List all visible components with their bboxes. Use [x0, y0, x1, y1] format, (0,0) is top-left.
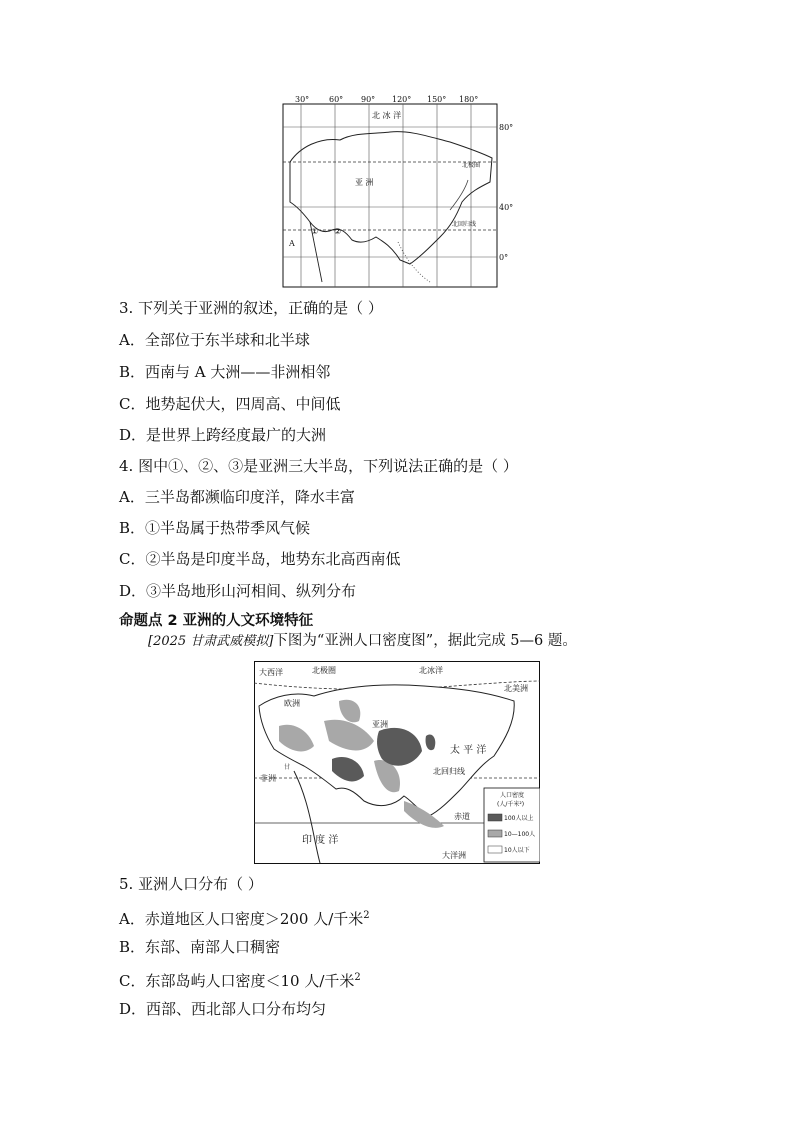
legend-unit: (人/千米²): [497, 801, 525, 808]
gan-label: 甘: [284, 764, 291, 771]
q3-option-a[interactable]: A．全部位于东半球和北半球: [119, 331, 310, 349]
population-density-map: [254, 661, 540, 864]
section-heading: 命题点 2 亚洲的人文环境特征: [119, 613, 314, 629]
population-map-svg: [254, 661, 540, 864]
asia-label: 亚洲: [372, 720, 388, 729]
q3-option-d[interactable]: D．是世界上跨经度最广的大洲: [119, 426, 327, 444]
section-intro: [148, 631, 577, 652]
q3-option-b[interactable]: B．西南与 A 大洲——非洲相邻: [119, 363, 331, 381]
q5-option-c[interactable]: [119, 968, 361, 991]
q5-option-d-text: D．西部、西北部人口分布均匀: [119, 1000, 327, 1018]
q5-option-b-text: B．东部、南部人口稠密: [119, 938, 281, 956]
source-tag: [2025 甘肃武威模拟]: [148, 634, 274, 649]
q4-option-a[interactable]: A．三半岛都濒临印度洋，降水丰富: [119, 488, 355, 506]
map-frame: [283, 104, 497, 287]
lon-label: 30°: [295, 95, 310, 104]
north-america-label: 北美洲: [504, 684, 528, 693]
q5-option-d[interactable]: [119, 999, 326, 1019]
lat-label: 40°: [499, 203, 514, 212]
ocean-label: 北 冰 洋: [372, 111, 402, 120]
legend-item-medium: 10—100人: [504, 831, 536, 838]
lon-label: 60°: [329, 95, 344, 104]
legend: [484, 788, 540, 862]
marker-1: ①: [311, 227, 319, 236]
africa-label: 非洲: [260, 774, 276, 783]
point-a-label: A: [289, 239, 295, 248]
legend-swatch-medium: [488, 830, 502, 837]
continent-label: 亚 洲: [355, 178, 374, 187]
arctic-circle-label: 北极圈: [462, 162, 481, 169]
legend-swatch-high: [488, 814, 502, 821]
arctic-ocean-label: 北冰洋: [419, 666, 443, 675]
legend-swatch-low: [488, 846, 502, 853]
legend-item-low: 10人以下: [504, 847, 530, 854]
superscript: 2: [363, 910, 370, 921]
lat-label: 80°: [499, 123, 514, 132]
q4-option-b[interactable]: B．①半岛属于热带季风气候: [119, 519, 311, 537]
lon-label: 180°: [459, 95, 479, 104]
lon-label: 120°: [392, 95, 412, 104]
question-5-stem: 5. 亚洲人口分布（ ）: [119, 875, 263, 893]
superscript: 2: [354, 972, 361, 983]
marker-2: ②: [334, 227, 342, 236]
lon-label: 150°: [427, 95, 447, 104]
q5-option-b[interactable]: [119, 937, 280, 957]
asia-map-svg: [280, 92, 520, 292]
equator-label: 赤道: [454, 812, 470, 821]
lat-label: 0°: [499, 253, 509, 262]
q5-option-a[interactable]: [119, 906, 370, 929]
q5-option-c-text: C．东部岛屿人口密度＜10 人/千米: [119, 972, 355, 990]
asia-map-figure: [280, 92, 520, 292]
arctic-circle-label: 北极圈: [312, 666, 336, 675]
pacific-label: 太 平 洋: [450, 745, 487, 756]
tropic-label: 北回归线: [452, 221, 477, 228]
q4-option-d[interactable]: D．③半岛地形山河相间、纵列分布: [119, 582, 357, 600]
legend-title: 人口密度: [500, 792, 525, 799]
atlantic-label: 大西洋: [259, 668, 283, 677]
q3-option-c[interactable]: C．地势起伏大，四周高、中间低: [119, 395, 341, 413]
intro-text: 下图为“亚洲人口密度图”，据此完成 5—6 题。: [273, 633, 577, 649]
legend-item-high: 100人以上: [504, 815, 534, 822]
europe-label: 欧洲: [284, 699, 300, 708]
indian-ocean-label: 印 度 洋: [302, 835, 339, 846]
lon-label: 90°: [361, 95, 376, 104]
q5-option-a-text: A．赤道地区人口密度＞200 人/千米: [119, 910, 364, 928]
question-4-stem: 4. 图中①、②、③是亚洲三大半岛，下列说法正确的是（ ）: [119, 457, 518, 475]
question-3-stem: 3. 下列关于亚洲的叙述，正确的是（ ）: [119, 299, 383, 317]
oceania-label: 大洋洲: [442, 851, 466, 860]
q4-option-c[interactable]: C．②半岛是印度半岛，地势东北高西南低: [119, 550, 401, 568]
tropic-label: 北回归线: [433, 767, 465, 776]
